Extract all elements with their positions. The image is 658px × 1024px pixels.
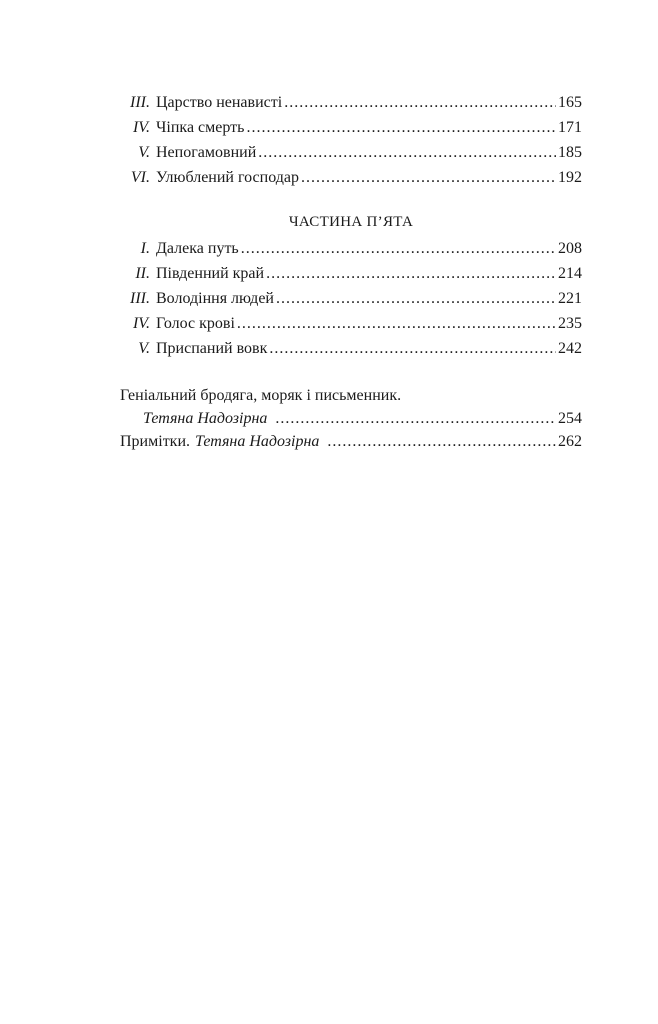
chapter-number: IV. — [132, 315, 150, 332]
toc-entry — [120, 115, 582, 140]
toc-entry — [120, 90, 582, 115]
dot-leader — [275, 407, 556, 430]
dot-leader — [284, 90, 556, 115]
chapter-title: Непогамовний — [156, 144, 257, 161]
toc-entry — [120, 261, 582, 286]
chapter-number: III. — [130, 290, 150, 307]
page-number: 235 — [558, 315, 582, 332]
toc-entry — [120, 311, 582, 336]
toc-entry — [120, 165, 582, 190]
toc-entry — [120, 286, 582, 311]
chapter-title: Чіпка смерть — [156, 119, 245, 136]
dot-leader — [241, 236, 556, 261]
toc-entry-notes — [120, 430, 582, 453]
afterword-title: Геніальний бродяга, моряк і письменник. — [120, 387, 402, 404]
notes-author: Тетяна Надозірна — [195, 433, 320, 450]
dot-leader — [327, 430, 556, 453]
chapter-title: Далека путь — [156, 240, 239, 257]
toc-part4-tail — [120, 90, 582, 190]
notes-label: Примітки. — [120, 433, 191, 450]
dot-leader — [246, 115, 556, 140]
toc-part5 — [120, 236, 582, 361]
toc-entry — [120, 336, 582, 361]
chapter-number: V. — [138, 144, 150, 161]
page-number: 242 — [558, 340, 582, 357]
dot-leader — [237, 311, 556, 336]
dot-leader — [258, 140, 556, 165]
toc-entry — [120, 140, 582, 165]
chapter-number: V. — [138, 340, 150, 357]
toc-entry-afterword — [120, 407, 582, 430]
chapter-number: III. — [130, 94, 150, 111]
page-number: 165 — [558, 94, 582, 111]
dot-leader — [301, 165, 556, 190]
chapter-title: Царство ненависті — [156, 94, 283, 111]
chapter-number: VI. — [130, 169, 150, 186]
chapter-title: Голос крові — [156, 315, 235, 332]
dot-leader — [276, 286, 556, 311]
chapter-title: Улюблений господар — [156, 169, 299, 186]
dot-leader — [269, 336, 556, 361]
page-number: 192 — [558, 169, 582, 186]
page-number: 208 — [558, 240, 582, 257]
page-number: 171 — [558, 119, 582, 136]
toc-entry — [120, 236, 582, 261]
chapter-number: II. — [135, 265, 150, 282]
page-number: 214 — [558, 265, 582, 282]
page-number: 262 — [558, 433, 582, 450]
chapter-title: Володіння людей — [156, 290, 274, 307]
page-number: 221 — [558, 290, 582, 307]
chapter-title: Південний край — [156, 265, 265, 282]
chapter-title: Приспаний вовк — [156, 340, 268, 357]
afterword-author: Тетяна Надозірна — [143, 410, 268, 427]
chapter-number: I. — [140, 240, 150, 257]
toc-appendix — [120, 384, 582, 453]
chapter-number: IV. — [132, 119, 150, 136]
page-number: 185 — [558, 144, 582, 161]
part-heading: ЧАСТИНА П’ЯТА — [288, 214, 414, 230]
dot-leader — [266, 261, 556, 286]
page-number: 254 — [558, 410, 582, 427]
